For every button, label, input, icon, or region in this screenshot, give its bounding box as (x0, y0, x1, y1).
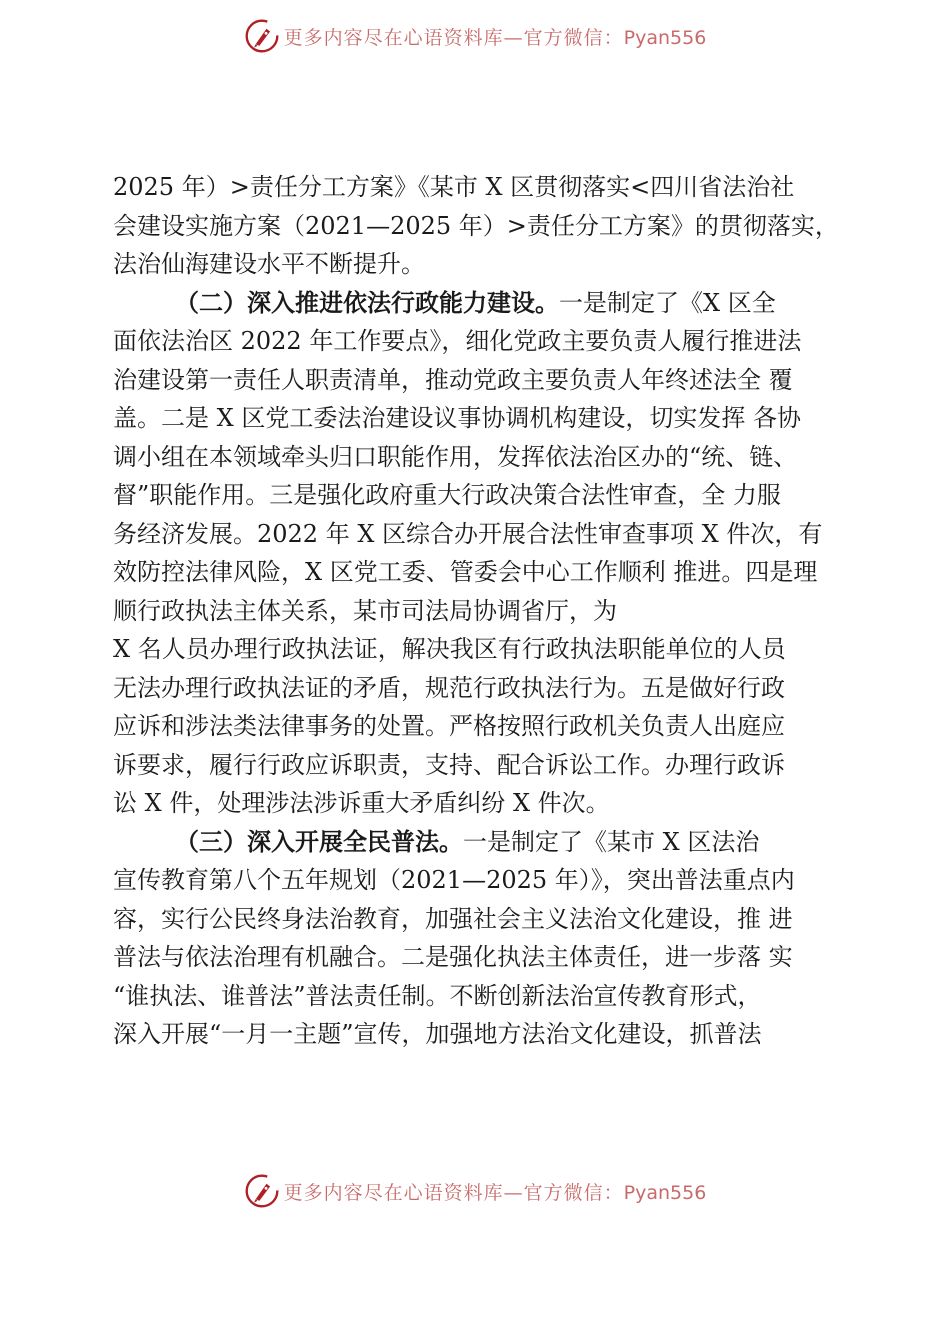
paragraph-first-line: （三）深入开展全民普法。一是制定了《某市 X 区法治 (175, 827, 760, 856)
pen-nib-logo-icon (244, 1173, 280, 1209)
header-watermark-banner (0, 16, 950, 56)
text-line: 应诉和涉法类法律事务的处置。严格按照行政机关负责人出庭应 (113, 712, 785, 740)
footer-watermark-banner (0, 1171, 950, 1211)
text-line: 盖。二是 X 区党工委法治建设议事协调机构建设，切实发挥 各协 (113, 404, 801, 432)
paragraph-3 (113, 823, 863, 1054)
text-line: 无法办理行政执法证的矛盾，规范行政执法行为。五是做好行政 (113, 673, 785, 702)
text-line: 治建设第一责任人职责清单，推动党政主要负责人年终述法全 覆 (113, 365, 793, 394)
paragraph-1 (113, 168, 863, 284)
text-line: X 名人员办理行政执法证，解决我区有行政执法职能单位的人员 (113, 635, 786, 663)
paragraph-2 (113, 284, 863, 823)
text-line: 讼 X 件，处理涉法涉诉重大矛盾纠纷 X 件次。 (113, 789, 610, 817)
text-line: 诉要求，履行行政应诉职责，支持、配合诉讼工作。办理行政诉 (113, 750, 785, 779)
text-line: “谁执法、谁普法”普法责任制。不断创新法治宣传教育形式， (113, 981, 762, 1010)
text-line: 务经济发展。2022 年 X 区综合办开展合法性审查事项 X 件次，有 (113, 519, 823, 548)
text-line: 法治仙海建设水平不断提升。 (113, 250, 425, 278)
pen-nib-logo-icon (244, 18, 280, 54)
watermark-text: 更多内容尽在心语资料库—官方微信：Pyan556 (283, 26, 707, 49)
section-heading: （三）深入开展全民普法。 (175, 827, 463, 856)
text-line: 督”职能作用。三是强化政府重大行政决策合法性审查，全 力服 (113, 481, 781, 509)
text-line: 容，实行公民终身法治教育，加强社会主义法治文化建设，推 进 (113, 904, 793, 933)
text-line: 深入开展“一月一主题”宣传，加强地方法治文化建设，抓普法 (113, 1020, 762, 1048)
text-line: 调小组在本领域牵头归口职能作用，发挥依法治区办的“统、链、 (113, 442, 798, 471)
text-line: 面依法治区 2022 年工作要点》，细化党政主要负责人履行推进法 (113, 327, 802, 355)
watermark-text: 更多内容尽在心语资料库—官方微信：Pyan556 (283, 1181, 707, 1204)
text-line: 宣传教育第八个五年规划（2021—2025 年）》，突出普法重点内 (113, 866, 795, 894)
document-body (113, 168, 863, 1054)
text-line: 效防控法律风险，X 区党工委、管委会中心工作顺利 推进。四是理 (113, 558, 818, 586)
paragraph-first-line: （二）深入推进依法行政能力建设。一是制定了《X 区全 (175, 288, 776, 317)
text-line: 顺行政执法主体关系，某市司法局协调省厅，为 (113, 596, 617, 625)
text-line: 普法与依法治理有机融合。二是强化执法主体责任，进一步落 实 (113, 943, 793, 971)
text-line: 2025 年）>责任分工方案》《某市 X 区贯彻落实<四川省法治社 (113, 173, 795, 201)
section-heading: （二）深入推进依法行政能力建设。 (175, 288, 559, 317)
text-line: 会建设实施方案（2021—2025 年）>责任分工方案》的贯彻落实， (113, 211, 839, 240)
